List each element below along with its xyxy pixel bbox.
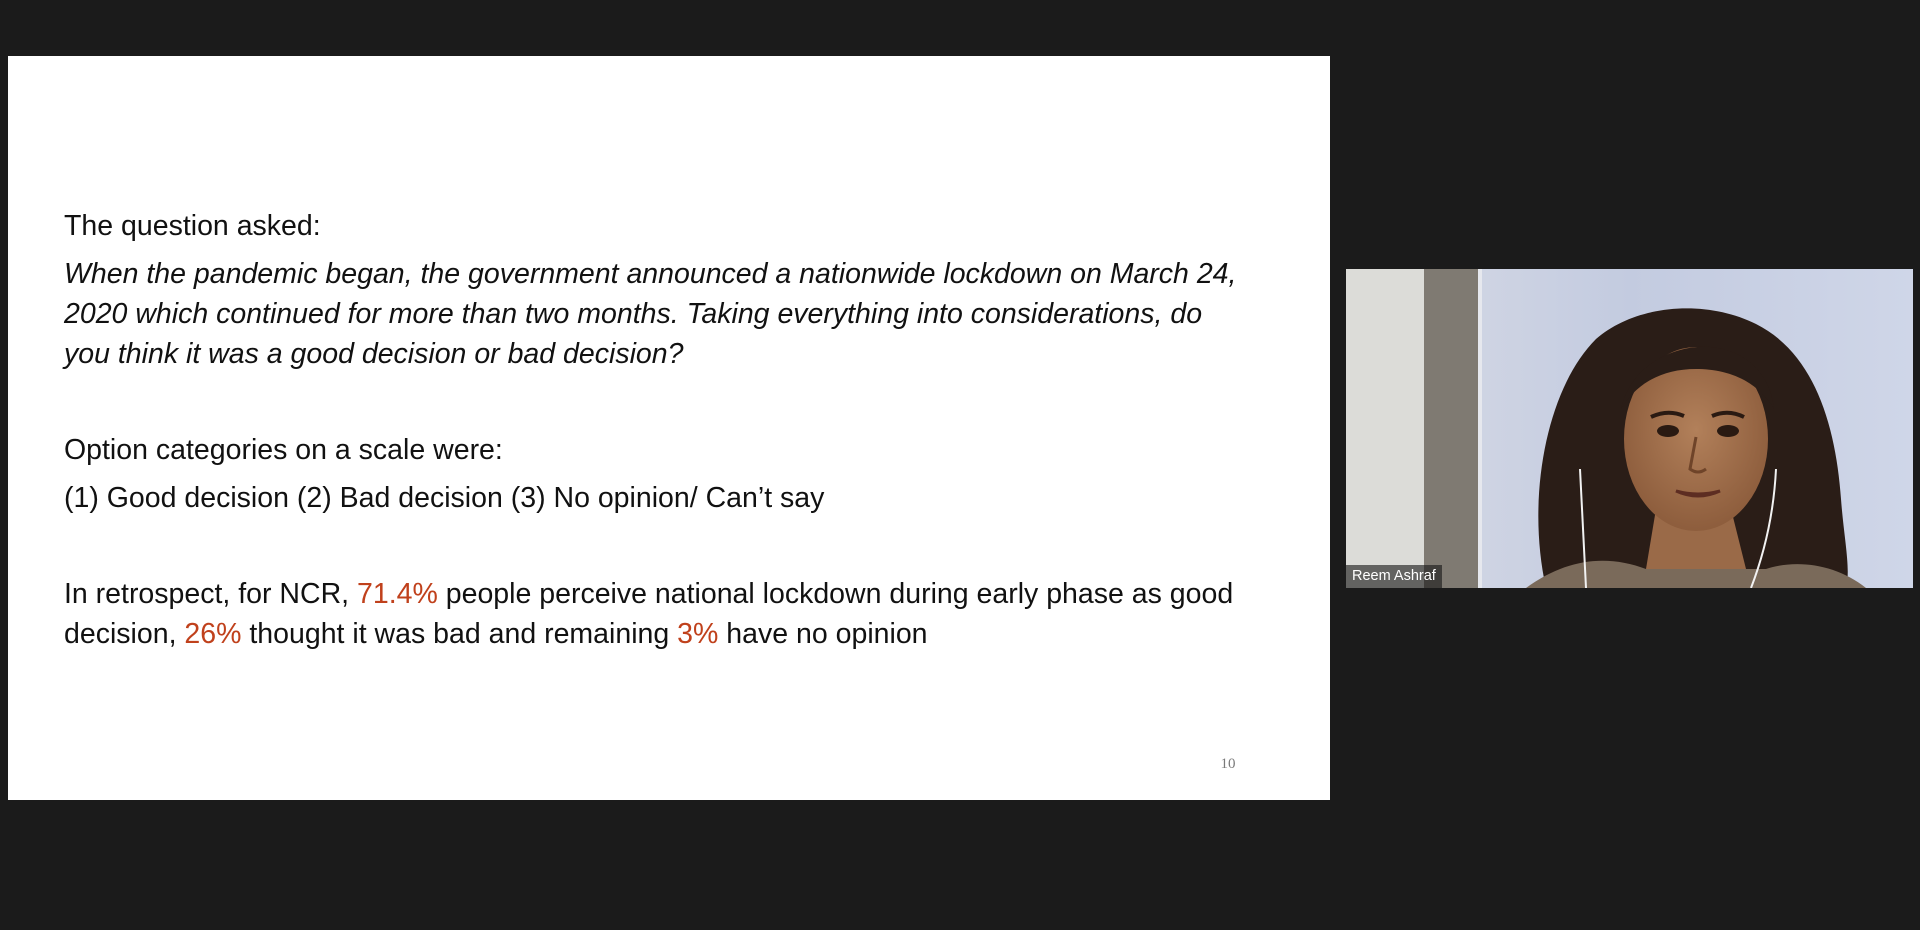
- question-text: When the pandemic began, the government announced a nationwide lockdown on March 24, 2020 which continued for more than two months. Taking everything into considerations, do you think it was a good decision or bad decision?: [64, 258, 1237, 370]
- left-eye: [1657, 425, 1679, 437]
- bad-decision-percent: 26%: [184, 618, 242, 650]
- participant-name-label: Reem Ashraf: [1346, 565, 1442, 588]
- slide-page-number: 10: [1220, 756, 1236, 772]
- summary-part3: thought it was bad and remaining: [241, 618, 678, 650]
- spacer: [64, 518, 1244, 574]
- options-text: (1) Good decision (2) Bad decision (3) No opinion/ Can’t say: [64, 482, 825, 514]
- participant-video-tile[interactable]: [1346, 269, 1913, 588]
- summary-part4: have no opinion: [718, 618, 928, 650]
- door-frame: [1424, 269, 1478, 588]
- slide-body: [64, 206, 1244, 654]
- summary-part2: people perceive national lockdown during early phase as good decision,: [64, 578, 1234, 650]
- participant-video-feed: [1346, 269, 1913, 588]
- spacer: [64, 374, 1244, 430]
- door-frame-highlight: [1478, 269, 1482, 588]
- shared-screen-slide: [8, 56, 1330, 800]
- summary-text: [64, 574, 1244, 654]
- question-label: The question asked:: [64, 210, 321, 242]
- good-decision-percent: 71.4%: [357, 578, 438, 610]
- options-label: Option categories on a scale were:: [64, 434, 503, 466]
- window-frame-left: [1346, 269, 1424, 588]
- no-opinion-percent: 3%: [677, 618, 719, 650]
- summary-part1: In retrospect, for NCR,: [64, 578, 358, 610]
- right-eye: [1717, 425, 1739, 437]
